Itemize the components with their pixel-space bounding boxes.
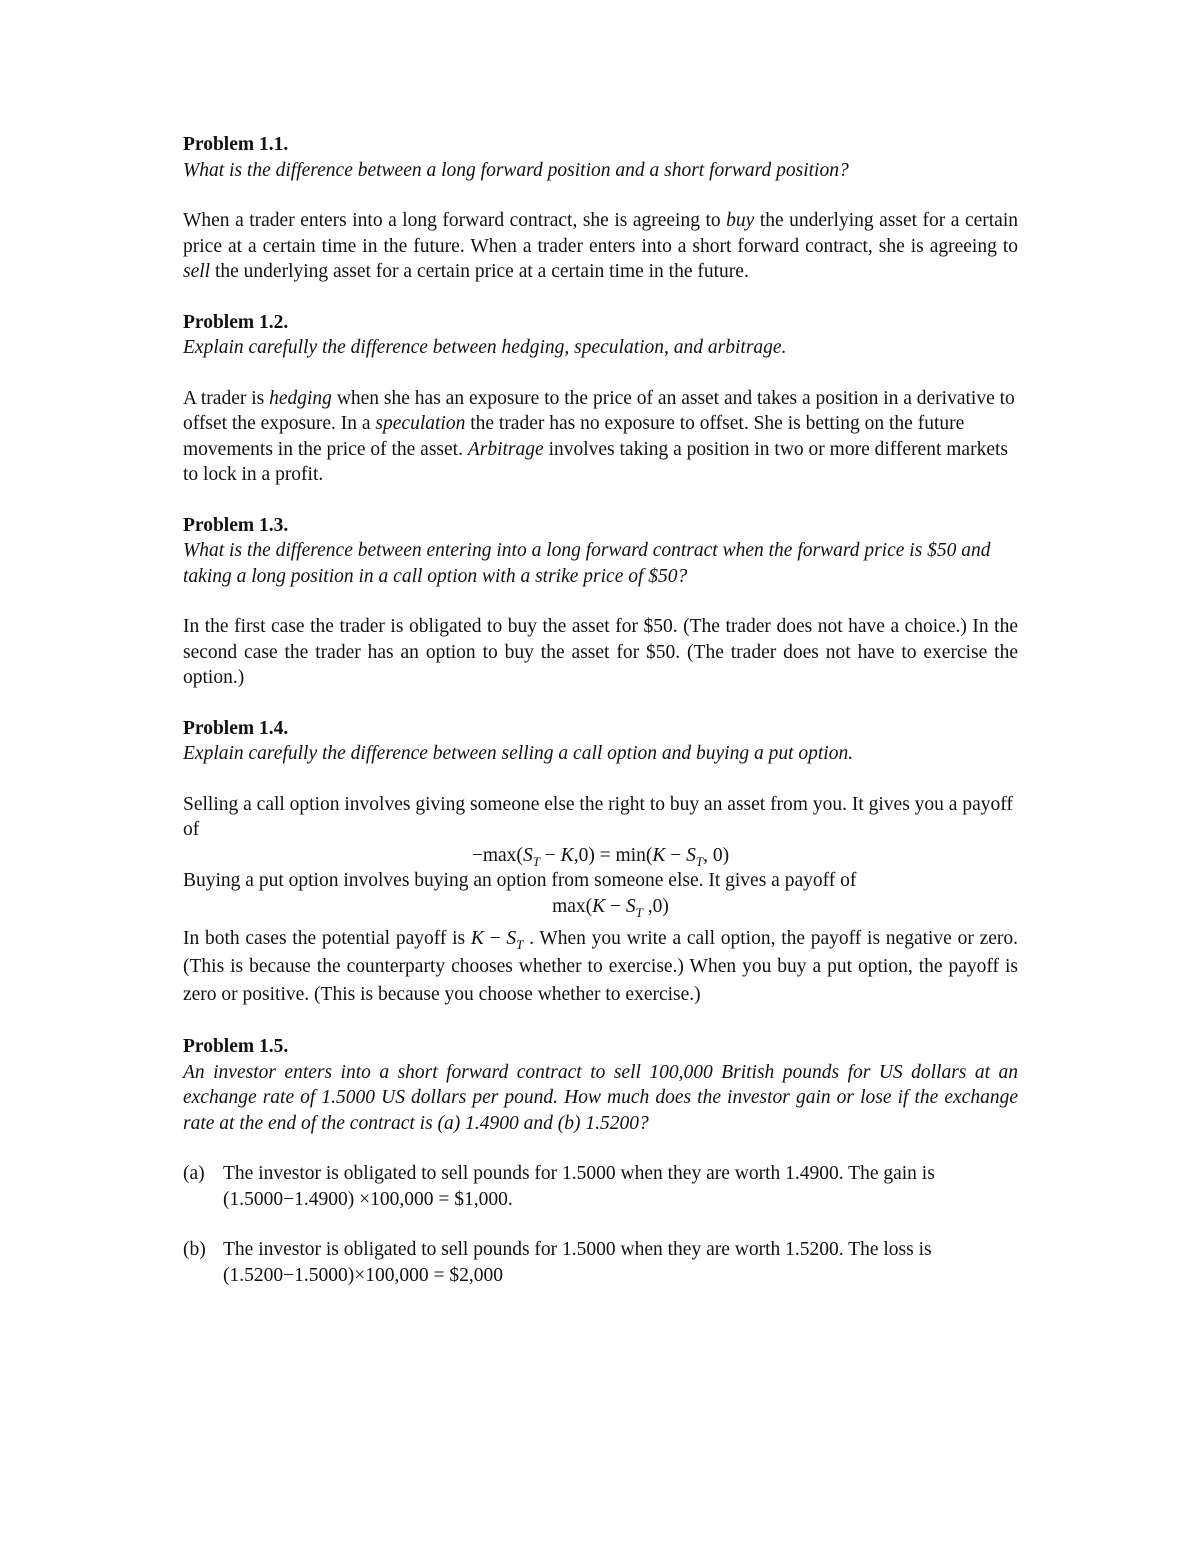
problem-answer: Buying a put option involves buying an option from someone else. It gives a payoff of [183,870,857,891]
problem-title: Problem 1.1. [183,134,289,155]
formula-part: ,0) = min( [573,844,653,866]
answer-text: When a trader enters into a long forward contract, she is agreeing to [183,210,727,231]
problem-answer [183,386,1018,488]
formula-part: − [605,895,626,917]
answer-text: the underlying asset for a certain price at a certain time in the future. When a trader enters into a short forward contract, she is agreeing to [183,210,1018,257]
problem-title: Problem 1.4. [183,717,289,739]
problem-title: Problem 1.3. [183,514,289,536]
formula-symbol: S [506,928,517,949]
answer-emphasis: hedging [269,387,332,409]
answer-item-a [183,1161,1018,1212]
formula-part: ,0) [642,895,669,917]
formula-subscript: T [695,853,704,869]
answer-emphasis: sell [183,261,211,282]
formula-part: , 0) [703,844,730,866]
answer-text: A trader is [183,387,270,409]
item-text: The investor is obligated to sell pounds for 1.5000 when they are worth 1.5200. The loss is (1.5200−1.5000)×100,000 = $2,000 [223,1239,932,1286]
payoff-formula-call [183,843,1018,869]
formula-part: max( [552,895,593,917]
formula-part: −max( [471,844,523,866]
problem-1-1 [183,132,1018,285]
problem-1-5 [183,1034,1018,1288]
formula-part: − [483,928,507,949]
problem-answer [183,925,1018,1009]
problem-question: An investor enters into a short forward contract to sell 100,000 British pounds for US dollars at an exchange rate of 1.5000 US dollars per pound. How much does the investor gain or lose if the exchange rate at the end of the contract is (a) 1.4900 and (b) 1.5200? [183,1061,1018,1134]
answer-emphasis: speculation [375,413,466,434]
answer-text: involves taking a position in two or more different markets to lock in a profit. [183,438,1008,485]
answer-text: the trader has no exposure to offset. She is betting on the future movements in the price of the asset. [183,413,965,460]
answer-text: In both cases the potential payoff is [183,928,471,949]
formula-subscript: T [635,904,643,920]
formula-symbol: K [560,844,574,866]
answer-emphasis: buy [726,210,755,231]
formula-symbol: S [522,844,533,866]
problem-question: What is the difference between entering into a long forward contract when the forward price is $50 and taking a long position in a call option with a strike price of $50? [183,540,991,587]
formula-part: − [539,844,561,866]
formula-subscript: T [516,936,524,952]
formula-symbol: K [592,895,606,917]
formula-symbol: K [652,844,666,866]
problem-question: Explain carefully the difference between hedging, speculation, and arbitrage. [183,337,787,358]
problem-answer: In the first case the trader is obligated to buy the asset for $50. (The trader does not have a choice.) In the second case the trader has an option to buy the asset for $50. (The trader does not have to exercise the option.) [183,616,1018,688]
problem-1-4 [183,716,1018,1010]
answer-text: when she has an exposure to the price of an asset and takes a position in a derivative to offset the exposure. In a [183,387,1015,434]
problem-title: Problem 1.5. [183,1036,289,1057]
item-text: The investor is obligated to sell pounds for 1.5000 when they are worth 1.4900. The gain is (1.5000−1.4900) ×100,000 = $1,000. [223,1163,935,1210]
formula-part: − [665,844,687,866]
item-label: (b) [183,1239,206,1260]
problem-question: What is the difference between a long forward position and a short forward position? [183,159,849,181]
formula-symbol: S [625,895,636,917]
formula-symbol: K [470,928,484,949]
formula-subscript: T [532,853,540,869]
problem-answer [183,208,1018,285]
problem-question: Explain carefully the difference between selling a call option and buying a put option. [183,743,854,764]
formula-symbol: S [686,844,696,866]
answer-text: the underlying asset for a certain price at a certain time in the future. [210,261,749,282]
problem-title: Problem 1.2. [183,311,289,333]
answer-item-b [183,1237,1018,1288]
problem-answer: Selling a call option involves giving someone else the right to buy an asset from you. It gives you a payoff of [183,793,1013,840]
item-label: (a) [183,1163,205,1184]
problem-1-2 [183,310,1018,488]
problem-1-3 [183,513,1018,691]
payoff-formula-put [183,894,1018,920]
document-page [183,132,1018,1313]
answer-text: . When you write a call option, the payoff is negative or zero. (This is because the counterparty chooses whether to exercise.) When you buy a put option, the payoff is zero or positive. (This is because you choose whether to exercise.) [183,928,1018,1005]
answer-emphasis: Arbitrage [467,438,544,460]
